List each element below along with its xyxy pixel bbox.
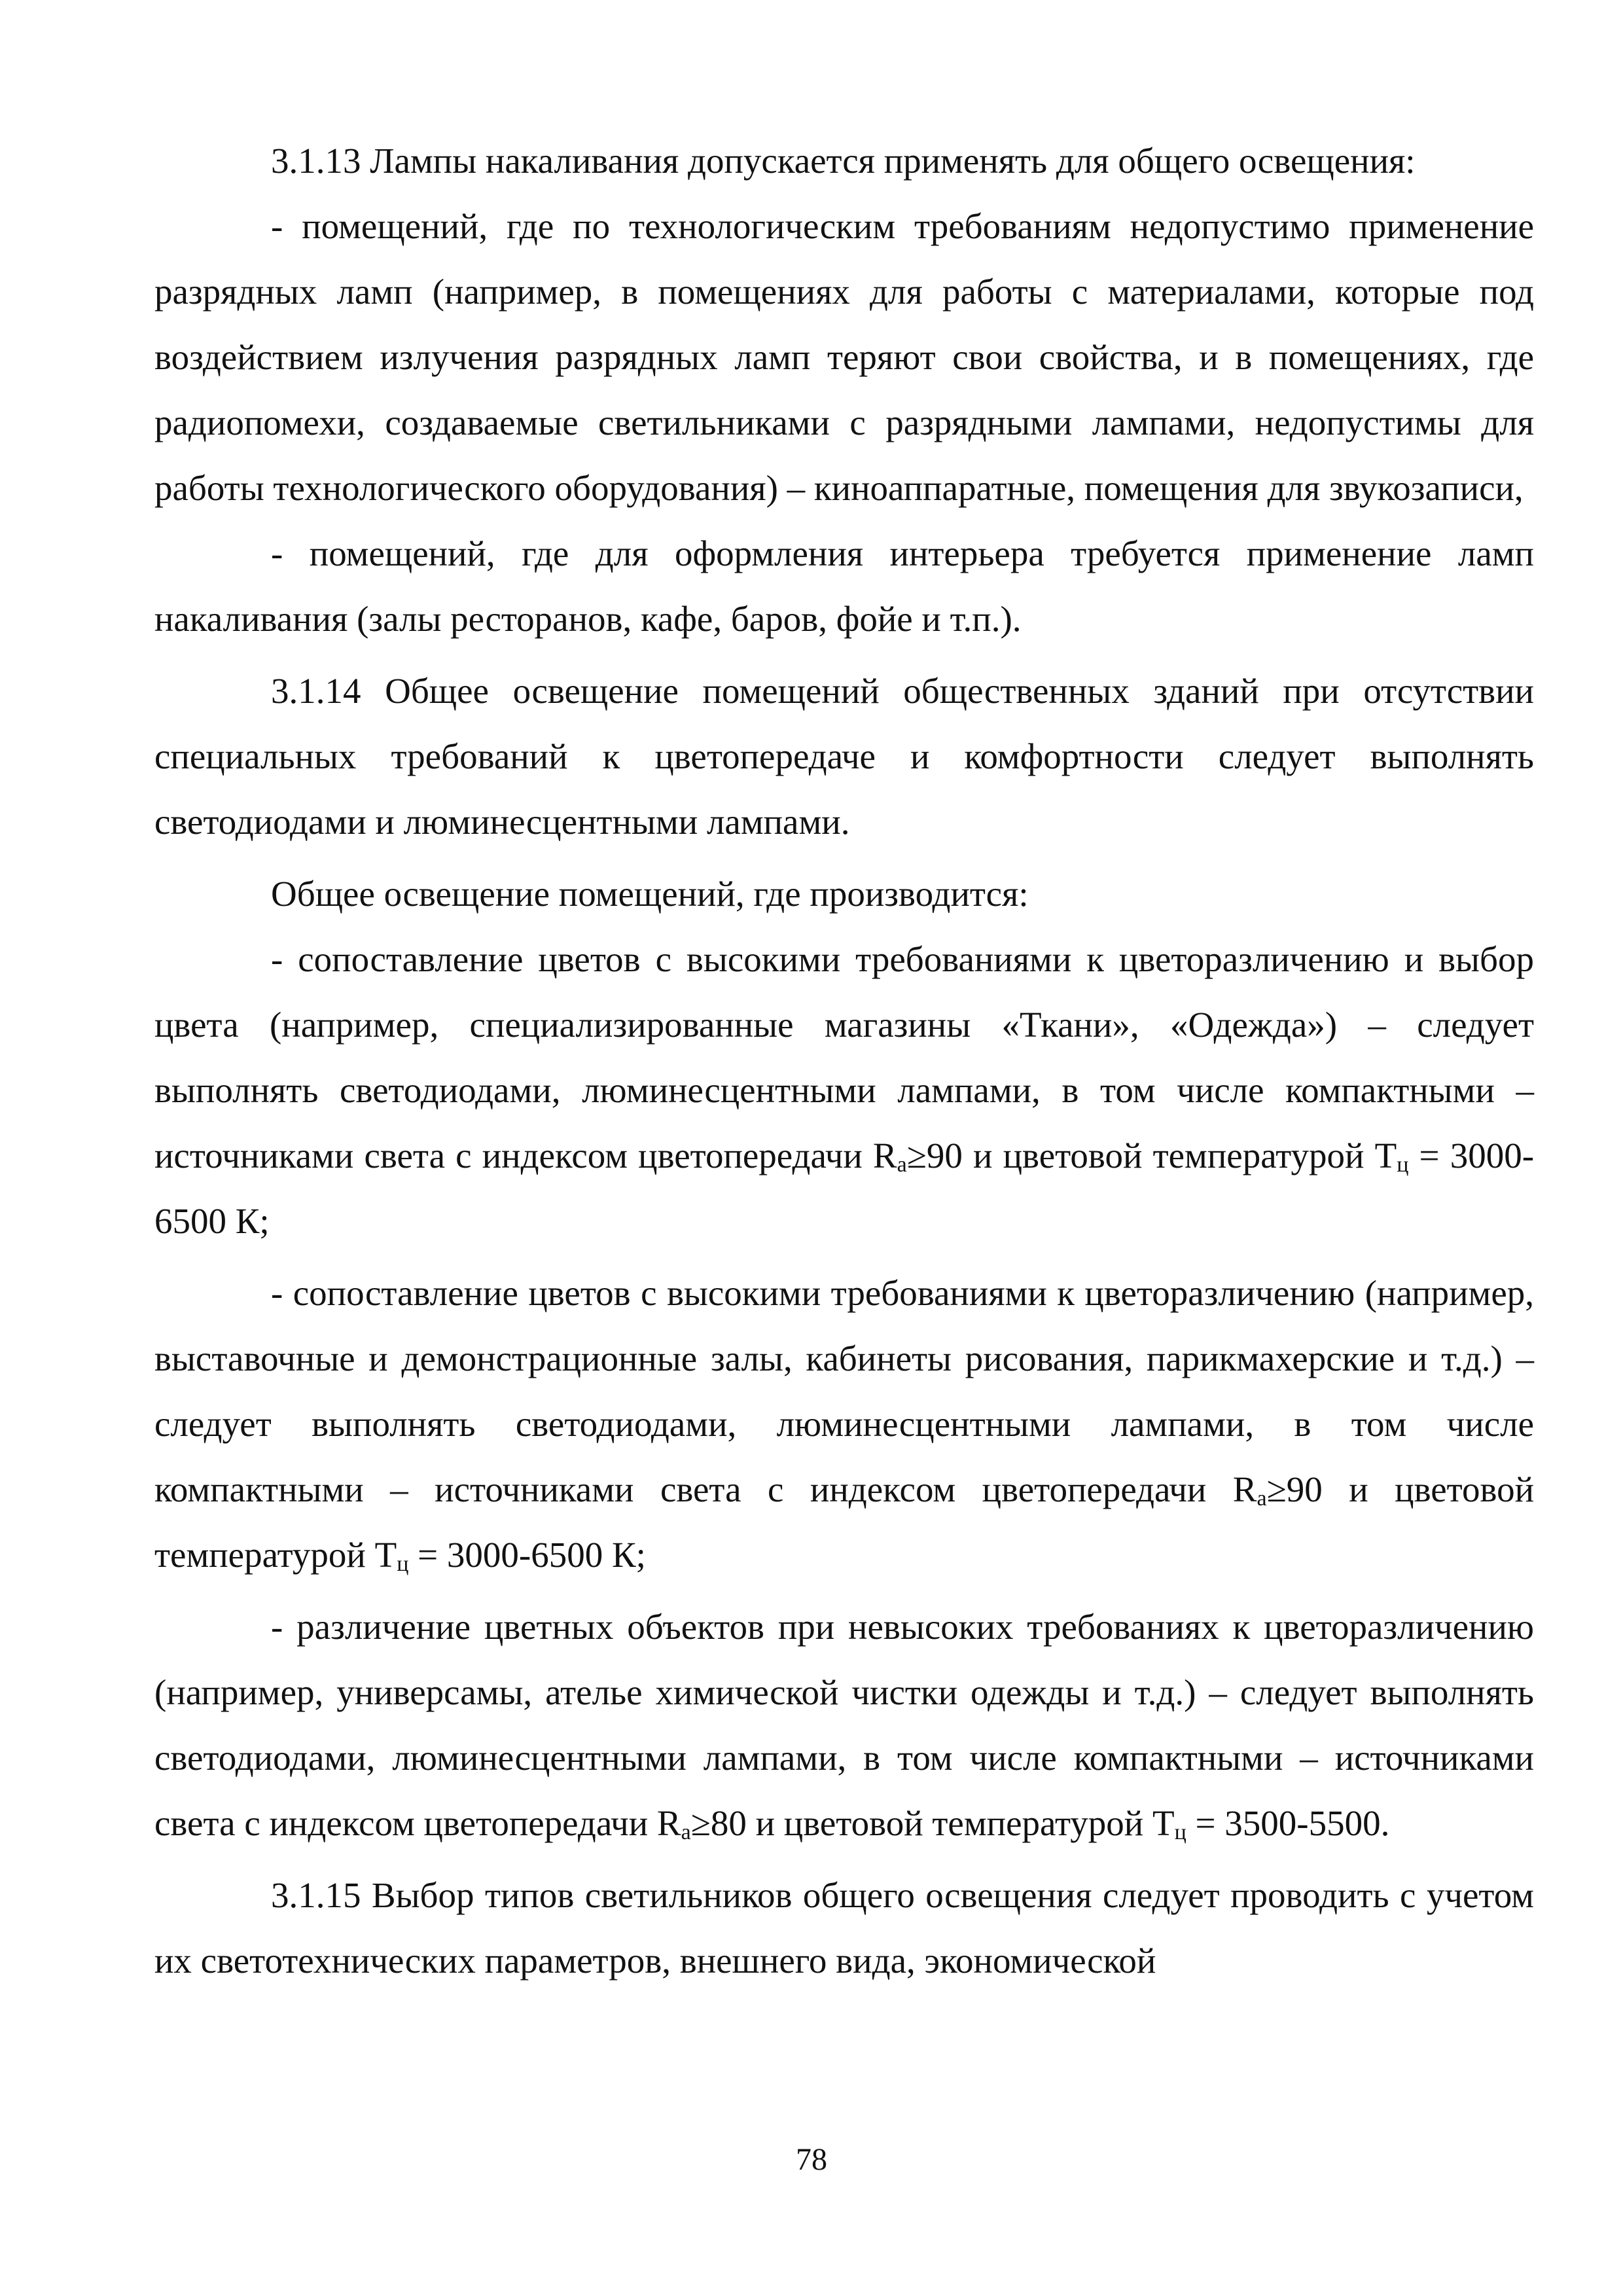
paragraph-3-1-15: 3.1.15 Выбор типов светильников общего освещения следует проводить с учетом их светотехнических параметров, внешнего вида, экономической <box>154 1875 1534 1981</box>
paragraph-text: ≥90 и цветовой температурой T <box>154 1469 1534 1575</box>
paragraph-text: ≥80 и цветовой температурой T <box>690 1803 1175 1843</box>
paragraph-incandescent-rooms-technological: - помещений, где по технологическим требованиям недопустимо применение разрядных ламп (например, в помещениях для работы с материалами, которые под воздействием излучения разрядных ламп теряют свои свойства, и в помещениях, где радиопомехи, создаваемые светильниками с разрядными лампами, недопустимы для работы технологического оборудования) – киноаппаратные, помещения для звукозаписи, <box>154 206 1534 508</box>
subscript-ra: a <box>897 1153 907 1177</box>
paragraph-3-1-13: 3.1.13 Лампы накаливания допускается применять для общего освещения: <box>271 141 1416 181</box>
subscript-tc: ц <box>1397 1153 1409 1177</box>
paragraph-general-lighting-intro: Общее освещение помещений, где производится: <box>271 874 1029 914</box>
paragraph-3-1-14: 3.1.14 Общее освещение помещений общественных зданий при отсутствии специальных требований к цветопередаче и комфортности следует выполнять светодиодами и люминесцентными лампами. <box>154 671 1534 842</box>
paragraph-color-matching-high <box>154 1261 1534 1588</box>
subscript-ra: a <box>681 1820 691 1844</box>
paragraph-text: - сопоставление цветов с высокими требованиями к цветоразличению и выбор цвета (например, специализированные магазины «Ткани», «Одежда») – следует выполнять светодиодами, люминесцентными лампами, в том числе компактными – источниками света с индексом цветопередачи R <box>154 939 1534 1175</box>
paragraph-text: = 3000-6500 К; <box>154 1136 1535 1241</box>
paragraph-incandescent-rooms-interior: - помещений, где для оформления интерьера требуется применение ламп накаливания (залы ресторанов, кафе, баров, фойе и т.п.). <box>154 533 1534 639</box>
paragraph-text: - сопоставление цветов с высокими требованиями к цветоразличению (например, выставочные и демонстрационные залы, кабинеты рисования, парикмахерские и т.д.) – следует выполнять светодиодами, люминесцентными лампами, в том числе компактными – источниками света с индексом цветопередачи R <box>154 1273 1534 1509</box>
subscript-tc: ц <box>1174 1820 1186 1844</box>
page-number: 78 <box>796 2142 827 2177</box>
paragraph-text: = 3500-5500. <box>1186 1803 1390 1843</box>
paragraph-color-matching-high-selection <box>154 927 1534 1254</box>
subscript-tc: ц <box>397 1552 409 1576</box>
document-body <box>154 128 1534 1994</box>
subscript-ra: a <box>1257 1486 1267 1511</box>
paragraph-text: = 3000-6500 К; <box>408 1535 646 1575</box>
paragraph-text: - различение цветных объектов при невысоких требованиях к цветоразличению (например, универсамы, ателье химической чистки одежды и т.д.) – следует выполнять светодиодами, люминесцентными лампами, в том числе компактными – источниками света с индексом цветопередачи R <box>154 1607 1534 1843</box>
paragraph-color-distinction-low <box>154 1594 1534 1856</box>
paragraph-text: ≥90 и цветовой температурой T <box>906 1136 1397 1175</box>
